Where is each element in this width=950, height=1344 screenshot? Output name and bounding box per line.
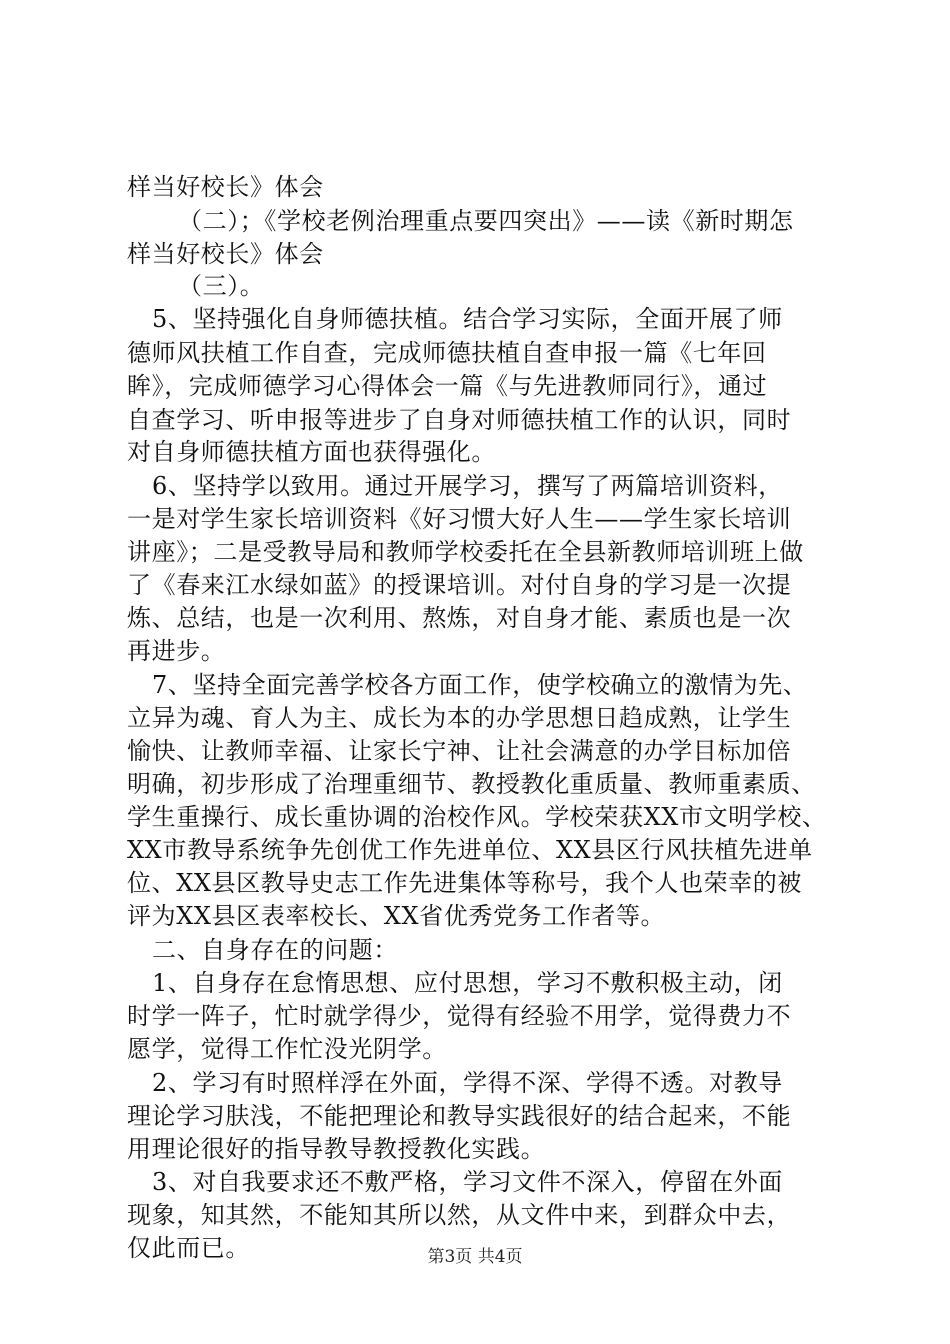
text-line: 5、坚持强化自身师德扶植。结合学习实际，全面开展了师 [152,305,783,333]
text-line: 讲座》；二是受教导局和教师学校委托在全县新教师培训班上做 [127,538,804,566]
text-line: （三）。 [178,272,265,300]
text-line: 愿学，觉得工作忙没光阴学。 [127,1035,447,1063]
text-line: 时学一阵子，忙时就学得少，觉得有经验不用学，觉得费力不 [127,1002,792,1030]
text-line: 自查学习、听申报等进步了自身对师德扶植工作的认识，同时 [127,406,792,434]
text-line: 再进步。 [127,637,226,665]
text-line: 理论学习肤浅，不能把理论和教导实践很好的结合起来，不能 [127,1102,792,1130]
text-line: 评为XX县区表率校长、XX省优秀党务工作者等。 [127,902,666,930]
text-line: 6、坚持学以致用。通过开展学习，撰写了两篇培训资料， [152,472,783,500]
text-line: 立异为魂、育人为主、成长为本的办学思想日趋成熟，让学生 [127,704,792,732]
text-line: 明确，初步形成了治理重细节、教授教化重质量、教师重素质、 [127,770,816,798]
text-line: 一是对学生家长培训资料《好习惯大好人生——学生家长培训 [127,505,792,533]
text-line: 对自身师德扶植方面也获得强化。 [127,438,496,466]
text-line: 1、自身存在怠惰思想、应付思想，学习不敷积极主动，闭 [152,969,783,997]
text-line: 眸》，完成师德学习心得体会一篇《与先进教师同行》，通过 [127,372,768,400]
text-line: 学生重操行、成长重协调的治校作风。学校荣获XX市文明学校、 [127,803,827,831]
text-line: 2、学习有时照样浮在外面，学得不深、学得不透。对教导 [152,1069,783,1097]
text-line: 样当好校长》体会 [127,240,324,268]
text-line: 位、XX县区教导史志工作先进集体等称号，我个人也荣幸的被 [127,869,802,897]
text-line: （二）；《学校老例治理重点要四突出》——读《新时期怎 [178,207,794,235]
text-line: XX市教导系统争先创优工作先进单位、XX县区行风扶植先进单 [127,836,813,864]
text-line: 德师风扶植工作自查，完成师德扶植自查申报一篇《七年回 [127,339,767,367]
text-line: 了《春来江水绿如蓝》的授课培训。对付自身的学习是一次提 [127,571,792,599]
text-line: 愉快、让教师幸福、让家长宁神、让社会满意的办学目标加倍 [127,737,792,765]
text-line: 用理论很好的指导教导教授教化实践。 [127,1135,546,1163]
text-line: 3、对自我要求还不敷严格，学习文件不深入，停留在外面 [152,1168,783,1196]
text-line: 二、自身存在的问题： [152,936,398,964]
page-footer: 第3页 共4页 [427,1247,523,1267]
text-line: 7、坚持全面完善学校各方面工作，使学校确立的激情为先、 [152,671,808,699]
text-line: 仅此而已。 [127,1234,250,1262]
text-line: 炼、总结，也是一次利用、熬炼，对自身才能、素质也是一次 [127,604,792,632]
text-line: 现象，知其然，不能知其所以然，从文件中来，到群众中去， [127,1201,792,1229]
text-line: 样当好校长》体会 [127,173,324,201]
